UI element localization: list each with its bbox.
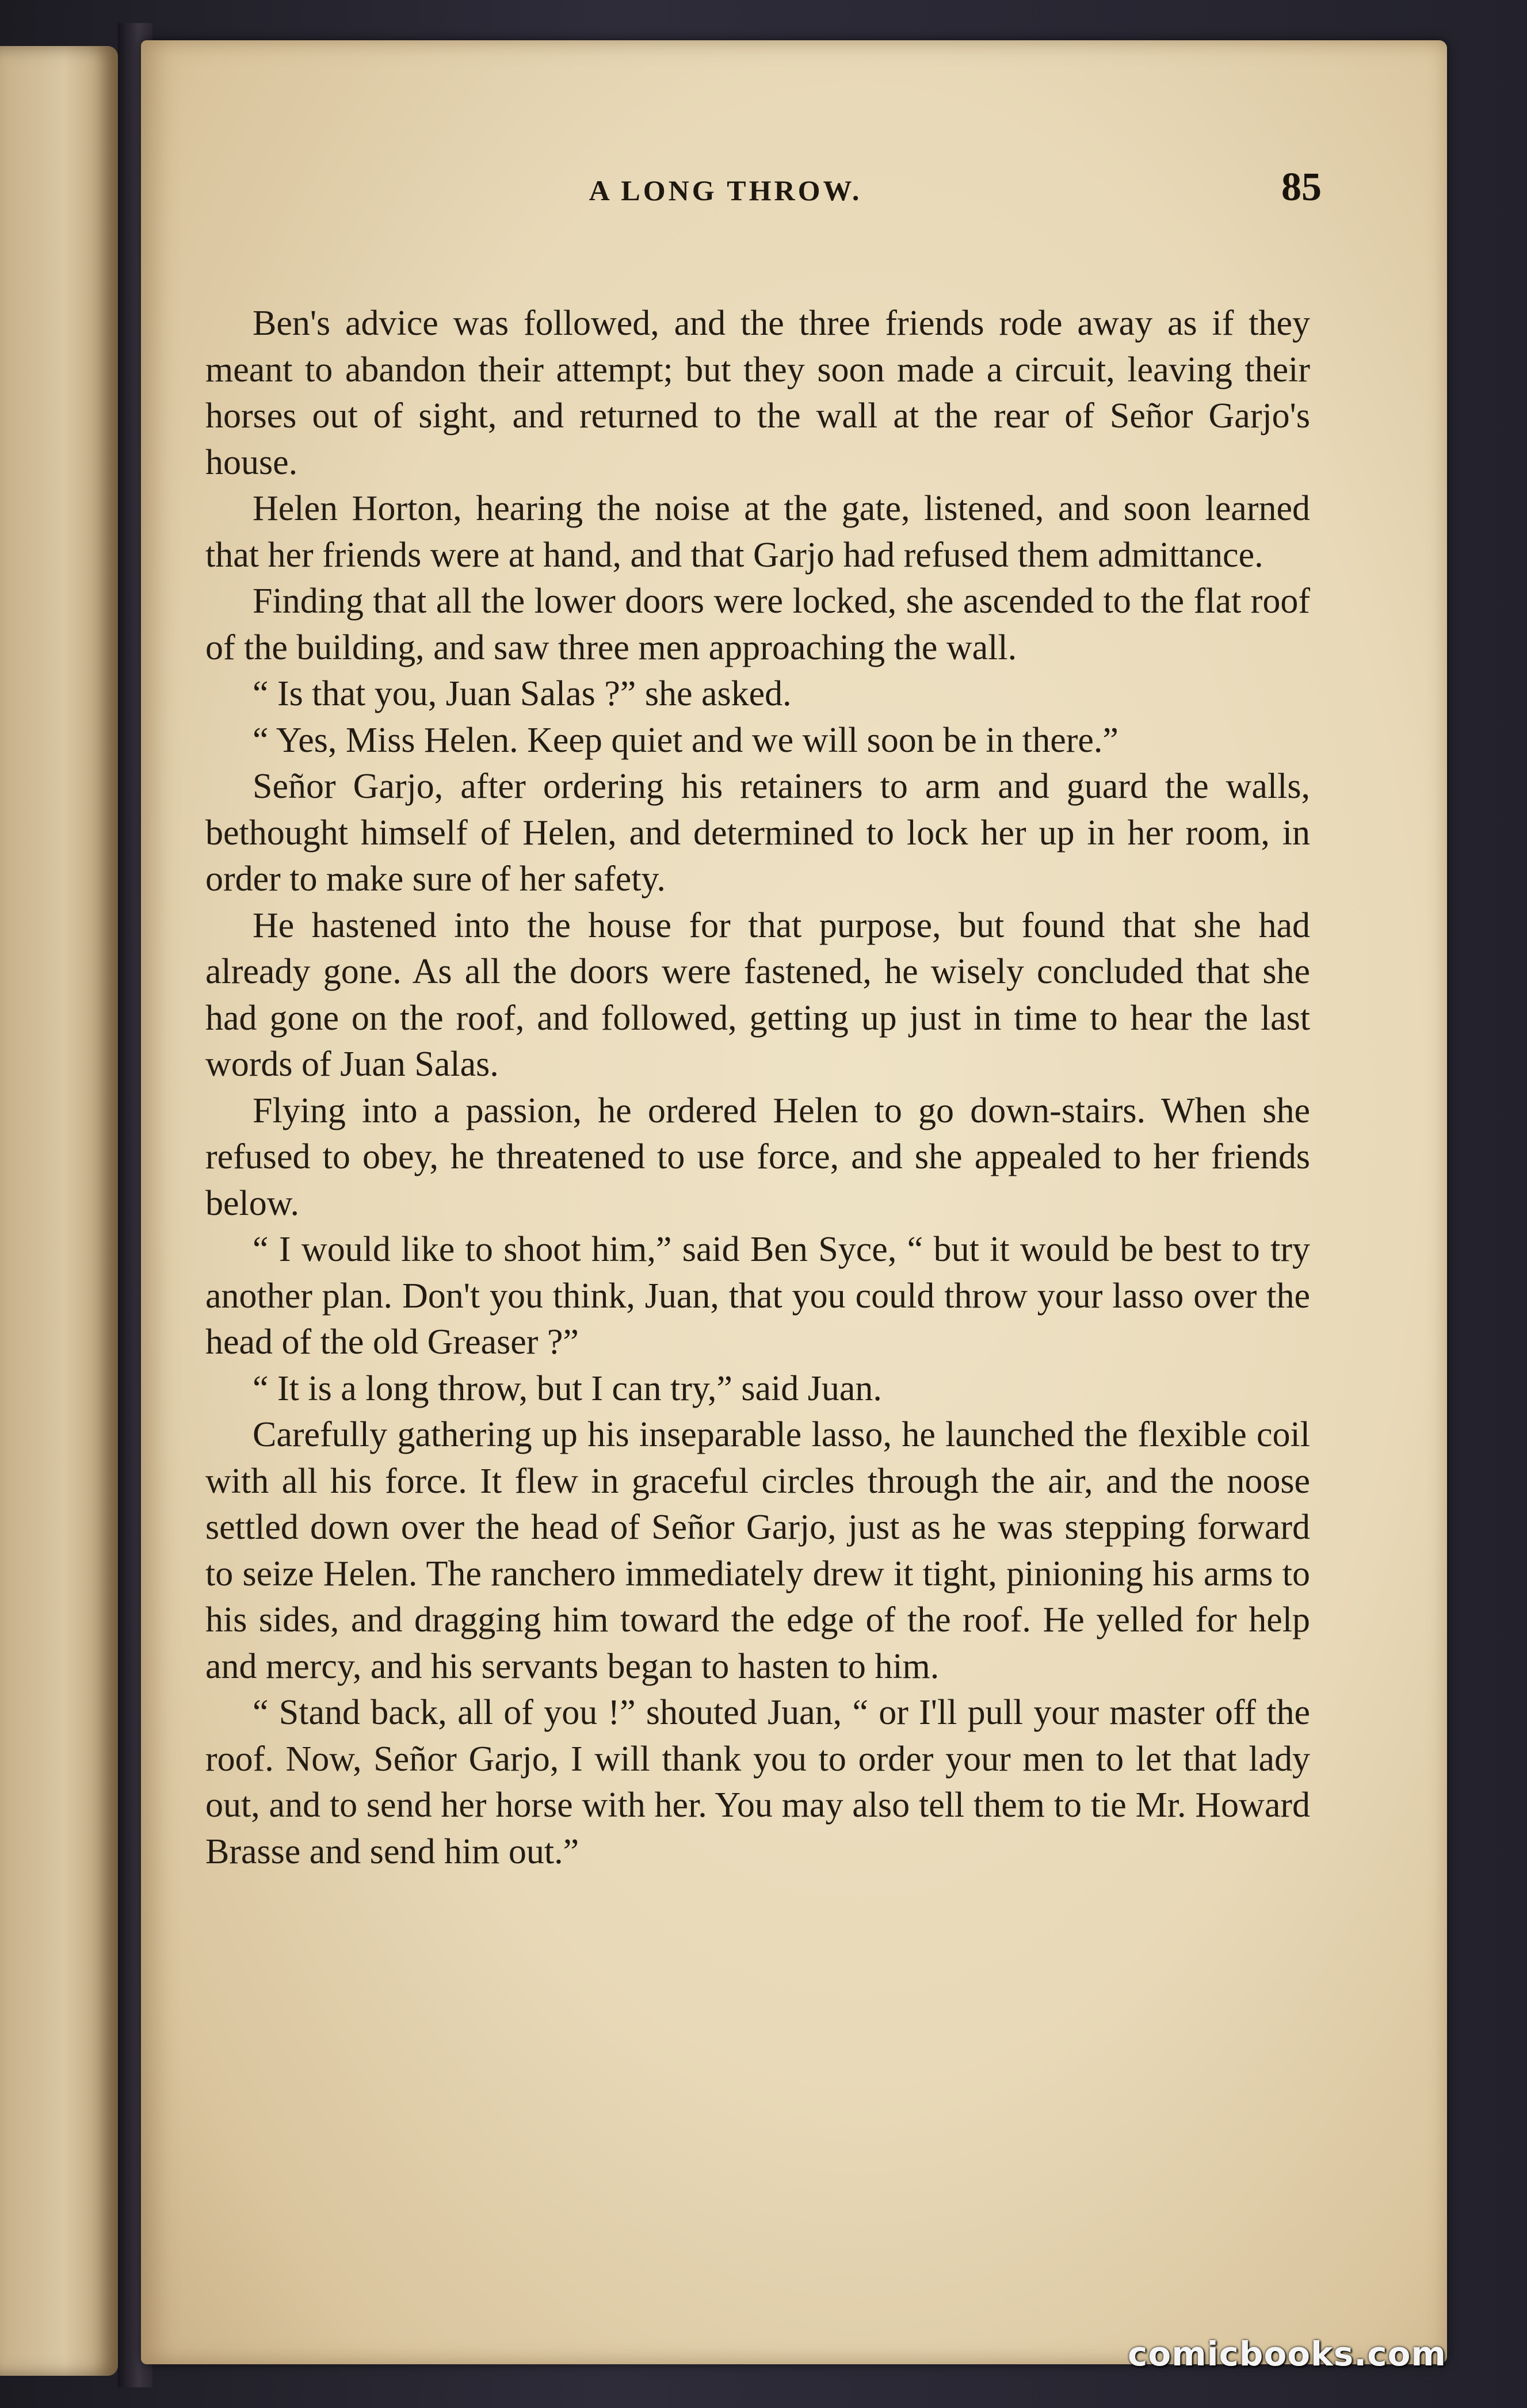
paragraph: Señor Garjo, after ordering his retainers to arm and guard the walls, bethought himself of Helen, and determined to lock her up in her room, in order to make sure of her safety. — [205, 767, 1310, 899]
facing-page-edge — [0, 46, 118, 2376]
paragraph: Ben's advice was followed, and the three friends rode away as if they meant to abandon their attempt; but they soon made a circuit, leaving their horses out of sight, and returned to the wall at the rear of Señor Garjo's house. — [205, 304, 1310, 482]
watermark: comicbooks.com — [1128, 2334, 1446, 2373]
paragraph: He hastened into the house for that purpose, but found that she had already gone. As all the doors were fastened, he wisely concluded that she had gone on the roof, and followed, getting up just in time to hear the last words of Juan Salas. — [205, 905, 1310, 1084]
paragraph: Carefully gathering up his inseparable lasso, he launched the flexible coil with all his force. It flew in graceful circles through the air, and the noose settled down over the head of Señor Garjo, just as he was stepping forward to seize Helen. The ranchero immediately drew it tight, pinioning his arms to his sides, and dragging him toward the edge of the roof. He yelled for help and mercy, and his servants began to hasten to him. — [205, 1415, 1310, 1686]
page-number: 85 — [1281, 165, 1322, 209]
book-page — [141, 40, 1447, 2364]
paragraph: Finding that all the lower doors were locked, she ascended to the flat roof of the building, and saw three men approaching the wall. — [205, 582, 1310, 667]
paragraph: “ I would like to shoot him,” said Ben Syce, “ but it would be best to try another plan. Don't you think, Juan, that you could throw your lasso over the head of the old Greaser ?” — [205, 1230, 1310, 1362]
paragraph: Helen Horton, hearing the noise at the gate, listened, and soon learned that her friends were at hand, and that Garjo had refused them admittance. — [205, 489, 1310, 575]
paragraph: “ Is that you, Juan Salas ?” she asked. — [253, 674, 792, 713]
running-title: A LONG THROW. — [589, 174, 862, 207]
body-text — [205, 300, 1310, 1875]
paragraph: “ Stand back, all of you !” shouted Juan, “ or I'll pull your master off the roof. Now, Señor Garjo, I will thank you to order your men to let that lady out, and to send her horse with her. You may also tell them to tie Mr. Howard Brasse and send him out.” — [205, 1693, 1310, 1871]
paragraph: Flying into a passion, he ordered Helen to go down-stairs. When she refused to obey, he threatened to use force, and she appealed to her friends below. — [205, 1091, 1310, 1223]
paragraph: “ It is a long throw, but I can try,” said Juan. — [253, 1369, 882, 1408]
running-head — [141, 165, 1447, 220]
paragraph: “ Yes, Miss Helen. Keep quiet and we will soon be in there.” — [253, 720, 1118, 760]
